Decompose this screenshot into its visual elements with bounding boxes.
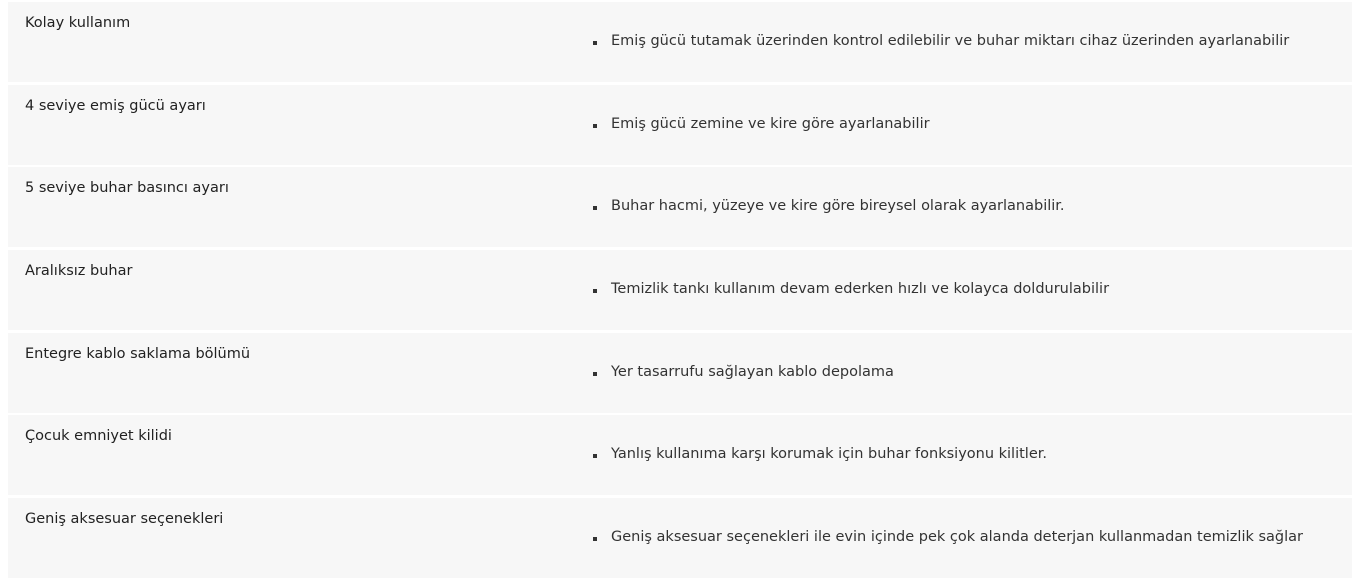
feature-row	[8, 498, 1352, 578]
feature-description-text: Emiş gücü zemine ve kire göre ayarlanabilir	[611, 115, 930, 132]
feature-description-text: Yanlış kullanıma karşı korumak için buhar fonksiyonu kilitler.	[611, 446, 1047, 463]
feature-description	[593, 281, 1109, 297]
bullet-icon	[593, 372, 597, 376]
feature-row	[8, 85, 1352, 165]
feature-description	[593, 33, 1289, 49]
feature-title: 4 seviye emiş gücü ayarı	[25, 97, 206, 114]
feature-description-text: Yer tasarrufu sağlayan kablo depolama	[611, 363, 894, 380]
feature-title: Çocuk emniyet kilidi	[25, 428, 172, 445]
feature-description	[593, 198, 1065, 214]
feature-row	[8, 415, 1352, 495]
feature-row	[8, 2, 1352, 82]
bullet-icon	[593, 41, 597, 45]
feature-description	[593, 529, 1303, 545]
feature-description-text: Buhar hacmi, yüzeye ve kire göre bireysel olarak ayarlanabilir.	[611, 198, 1065, 215]
feature-description-text: Temizlik tankı kullanım devam ederken hızlı ve kolayca doldurulabilir	[611, 281, 1110, 298]
feature-description	[593, 116, 930, 132]
feature-row	[8, 167, 1352, 247]
feature-description-text: Emiş gücü tutamak üzerinden kontrol edilebilir ve buhar miktarı cihaz üzerinden ayarlanabilir	[611, 33, 1290, 49]
feature-title: 5 seviye buhar basıncı ayarı	[25, 180, 229, 197]
feature-row	[8, 333, 1352, 413]
feature-title: Aralıksız buhar	[25, 263, 133, 280]
bullet-icon	[593, 454, 597, 458]
feature-description-text: Geniş aksesuar seçenekleri ile evin içinde pek çok alanda deterjan kullanmadan temizlik sağlar	[611, 529, 1303, 546]
bullet-icon	[593, 537, 597, 541]
bullet-icon	[593, 124, 597, 128]
feature-title: Geniş aksesuar seçenekleri	[25, 511, 224, 528]
feature-description	[593, 446, 1047, 462]
feature-title: Entegre kablo saklama bölümü	[25, 345, 251, 362]
feature-list	[8, 2, 1352, 581]
feature-description	[593, 364, 894, 380]
feature-title: Kolay kullanım	[25, 15, 131, 31]
feature-row	[8, 250, 1352, 330]
bullet-icon	[593, 289, 597, 293]
bullet-icon	[593, 206, 597, 210]
